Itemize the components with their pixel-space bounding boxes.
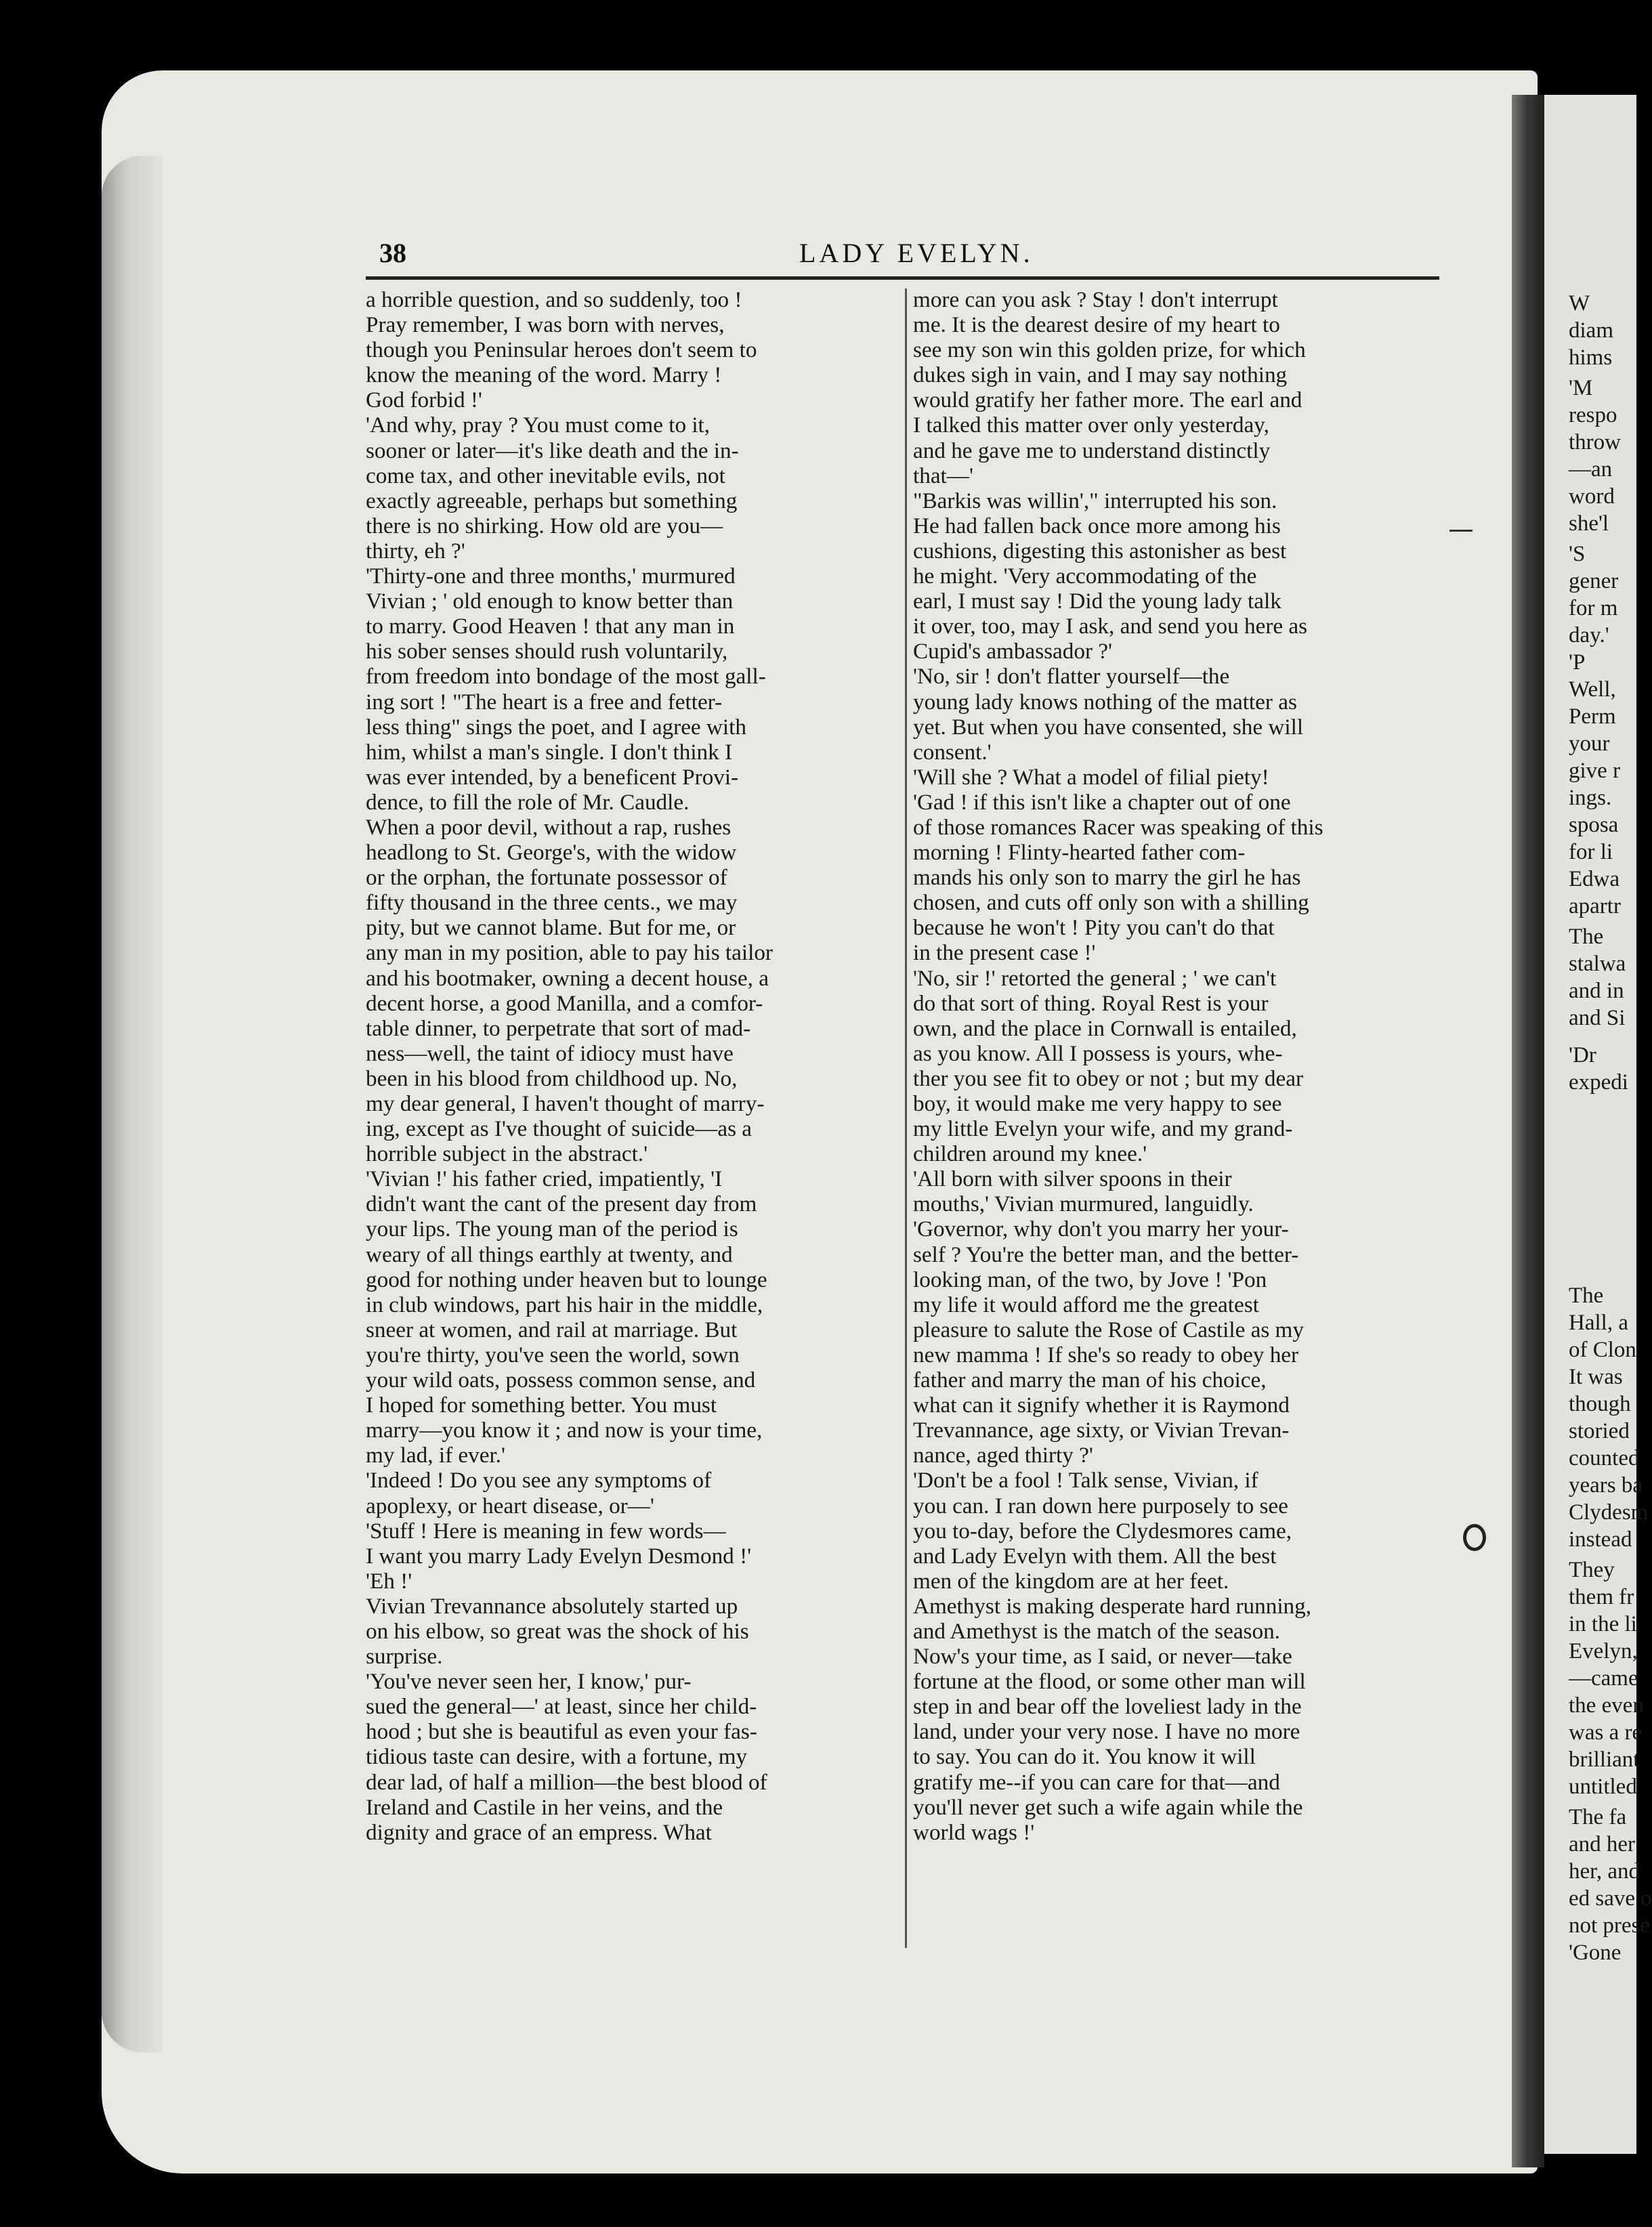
text-line: looking man, of the two, by Jove ! 'Pon [913, 1267, 1267, 1292]
text-line: tidious taste can desire, with a fortune, my [366, 1744, 748, 1770]
text-line: headlong to St. George's, with the widow [366, 840, 737, 866]
text-line: see my son win this golden prize, for which [913, 337, 1306, 363]
fragment-line: and Si [1569, 1006, 1626, 1030]
text-line: exactly agreeable, perhaps but something [366, 488, 738, 513]
text-line: my lad, if ever.' [366, 1443, 505, 1468]
text-line: I hoped for something better. You must [366, 1393, 717, 1418]
fragment-line: brilliant [1569, 1747, 1640, 1772]
fragment-line: for li [1569, 840, 1613, 864]
text-line: his sober senses should rush voluntarily, [366, 639, 728, 664]
text-line: I want you marry Lady Evelyn Desmond !' [366, 1543, 752, 1569]
text-line: sooner or later—it's like death and the in- [366, 438, 739, 463]
header-rule [366, 276, 1439, 280]
text-line: weary of all things earthly at twenty, and [366, 1242, 733, 1267]
text-line: your wild oats, possess common sense, and [366, 1367, 756, 1393]
text-line: When a poor devil, without a rap, rushes [366, 814, 732, 840]
book-gutter [1512, 95, 1544, 2167]
text-line: ther you see fit to obey or not ; but my dear [913, 1065, 1304, 1091]
text-line: surprise. [366, 1644, 443, 1670]
text-line: fortune at the flood, or some other man will [913, 1669, 1306, 1695]
fragment-line: The [1569, 1284, 1604, 1308]
fragment-line: years ba [1569, 1473, 1643, 1498]
facing-page-fragment [1544, 95, 1652, 2154]
page-number: 38 [379, 238, 406, 268]
fragment-line: They [1569, 1558, 1615, 1582]
fragment-line: 'S [1569, 542, 1586, 566]
text-line: or the orphan, the fortunate possessor of [366, 865, 727, 891]
text-line: pity, but we cannot blame. But for me, or [366, 915, 736, 941]
text-line: know the meaning of the word. Marry ! [366, 362, 722, 388]
text-line: more can you ask ? Stay ! don't interrupt [913, 287, 1278, 312]
text-line: Pray remember, I was born with nerves, [366, 312, 725, 338]
fragment-line: hims [1569, 345, 1613, 370]
fragment-line: and her [1569, 1832, 1636, 1857]
running-title: LADY EVELYN. [799, 238, 1034, 268]
text-line: me. It is the dearest desire of my heart to [913, 312, 1280, 338]
fragment-line: 'Dr [1569, 1043, 1596, 1067]
text-line: sneer at women, and rail at marriage. But [366, 1317, 738, 1342]
text-line: as you know. All I possess is yours, whe- [913, 1040, 1283, 1066]
text-line: dear lad, of half a million—the best blood of [366, 1769, 767, 1795]
fragment-line: Perm [1569, 704, 1616, 729]
text-line: what can it signify whether it is Raymond [913, 1393, 1290, 1418]
text-line: consent.' [913, 739, 992, 765]
fragment-line: sposa [1569, 813, 1619, 837]
text-line: and he gave me to understand distinctly [913, 438, 1271, 463]
text-line: boy, it would make me very happy to see [913, 1091, 1282, 1116]
fragment-line: Clydesm [1569, 1500, 1649, 1525]
fragment-line: instead [1569, 1527, 1632, 1552]
text-line: 'Don't be a fool ! Talk sense, Vivian, if [913, 1468, 1258, 1493]
fragment-line: 'P [1569, 650, 1586, 675]
fragment-line: The [1569, 925, 1604, 949]
text-line: mouths,' Vivian murmured, languidly. [913, 1191, 1254, 1217]
fragment-line: not prese [1569, 1913, 1651, 1938]
fragment-line: 'M [1569, 376, 1593, 400]
left-text-column [366, 287, 894, 1845]
text-line: yet. But when you have consented, she will [913, 714, 1304, 740]
fragment-line: W [1569, 291, 1590, 316]
margin-mark [1449, 530, 1473, 532]
text-line: your lips. The young man of the period is [366, 1216, 738, 1242]
text-line: hood ; but she is beautiful as even your fas- [366, 1719, 757, 1745]
text-line: good for nothing under heaven but to lounge [366, 1267, 767, 1292]
text-line: my little Evelyn your wife, and my grand- [913, 1116, 1293, 1142]
text-line: to marry. Good Heaven ! that any man in [366, 614, 735, 639]
text-line: 'Stuff ! Here is meaning in few words— [366, 1518, 726, 1544]
fragment-line: Evelyn, [1569, 1639, 1638, 1663]
text-line: dignity and grace of an empress. What [366, 1819, 712, 1845]
text-line: would gratify her father more. The earl and [913, 387, 1302, 413]
text-line: come tax, and other inevitable evils, not [366, 463, 725, 488]
text-line: of those romances Racer was speaking of this [913, 814, 1323, 840]
fragment-line: untitled [1569, 1775, 1637, 1799]
text-line: land, under your very nose. I have no more [913, 1719, 1300, 1745]
text-line: he might. 'Very accommodating of the [913, 564, 1257, 589]
fragment-line: day.' [1569, 623, 1609, 648]
text-line: 'No, sir ! don't flatter yourself—the [913, 664, 1230, 690]
fragment-line: respo [1569, 403, 1617, 427]
fragment-line: gener [1569, 569, 1619, 593]
fragment-line: them fr [1569, 1585, 1634, 1609]
text-line: 'Indeed ! Do you see any symptoms of [366, 1468, 712, 1493]
text-line: less thing" sings the poet, and I agree with [366, 714, 746, 740]
text-line: a horrible question, and so suddenly, too ! [366, 287, 742, 312]
fragment-line: was a re [1569, 1720, 1643, 1745]
text-line: cushions, digesting this astonisher as best [913, 538, 1287, 564]
text-line: 'All born with silver spoons in their [913, 1166, 1232, 1192]
text-line: I talked this matter over only yesterday, [913, 412, 1269, 438]
fragment-line: counted [1569, 1446, 1640, 1470]
text-line: 'No, sir !' retorted the general ; ' we can't [913, 965, 1277, 991]
text-line: Vivian ; ' old enough to know better than [366, 589, 734, 614]
text-line: Trevannance, age sixty, or Vivian Trevan- [913, 1418, 1290, 1443]
text-line: self ? You're the better man, and the better- [913, 1242, 1299, 1267]
text-line: him, whilst a man's single. I don't think I [366, 739, 733, 765]
text-line: Vivian Trevannance absolutely started up [366, 1593, 738, 1619]
page-edge [102, 156, 163, 2052]
text-line: my dear general, I haven't thought of marry- [366, 1091, 765, 1116]
text-line: though you Peninsular heroes don't seem to [366, 337, 757, 363]
text-line: in the present case !' [913, 940, 1096, 966]
text-line: Ireland and Castile in her veins, and the [366, 1794, 723, 1820]
text-line: morning ! Flinty-hearted father com- [913, 840, 1246, 866]
fragment-line: word [1569, 484, 1615, 509]
text-line: step in and bear off the loveliest lady in the [913, 1694, 1302, 1720]
text-line: table dinner, to perpetrate that sort of mad- [366, 1015, 751, 1041]
text-line: ing sort ! "The heart is a free and fetter- [366, 689, 723, 715]
fragment-line: in the li [1569, 1612, 1637, 1636]
fragment-line: she'l [1569, 511, 1609, 536]
text-line: do that sort of thing. Royal Rest is your [913, 990, 1269, 1016]
text-line: nance, aged thirty ?' [913, 1443, 1093, 1468]
text-line: Amethyst is making desperate hard running, [913, 1593, 1312, 1619]
fragment-line: —came [1569, 1666, 1638, 1691]
text-line: mands his only son to marry the girl he has [913, 865, 1301, 891]
text-line: sued the general—' at least, since her child- [366, 1694, 757, 1720]
text-line: 'Will she ? What a model of filial piety! [913, 764, 1269, 790]
text-line: was ever intended, by a beneficent Provi- [366, 764, 739, 790]
text-line: children around my knee.' [913, 1141, 1147, 1167]
text-line: apoplexy, or heart disease, or—' [366, 1493, 654, 1519]
text-line: chosen, and cuts off only son with a shilling [913, 890, 1309, 916]
text-line: marry—you know it ; and now is your time, [366, 1418, 763, 1443]
text-line: and Amethyst is the match of the season. [913, 1618, 1280, 1644]
text-line: you're thirty, you've seen the world, sown [366, 1342, 740, 1367]
text-line: and Lady Evelyn with them. All the best [913, 1543, 1277, 1569]
text-line: Now's your time, as I said, or never—take [913, 1644, 1292, 1670]
text-line: earl, I must say ! Did the young lady talk [913, 589, 1282, 614]
fragment-line: her, and [1569, 1859, 1640, 1884]
fragment-line: stalwa [1569, 952, 1626, 976]
text-line: from freedom into bondage of the most gall- [366, 664, 766, 690]
fragment-line: though [1569, 1392, 1631, 1416]
fragment-line: It was [1569, 1365, 1623, 1389]
fragment-line: Hall, a [1569, 1311, 1628, 1335]
fragment-line: apartr [1569, 894, 1621, 918]
fragment-line: ed save o [1569, 1886, 1652, 1911]
text-line: 'Eh !' [366, 1568, 412, 1594]
fragment-line: and in [1569, 979, 1624, 1003]
text-line: dukes sigh in vain, and I may say nothing [913, 362, 1288, 388]
text-line: "Barkis was willin'," interrupted his son. [913, 488, 1277, 513]
text-line: God forbid !' [366, 387, 482, 413]
text-line: young lady knows nothing of the matter as [913, 689, 1297, 715]
text-line: 'Thirty-one and three months,' murmured [366, 564, 736, 589]
text-line: you'll never get such a wife again while the [913, 1794, 1303, 1820]
text-line: any man in my position, able to pay his tailor [366, 940, 773, 966]
text-line: it over, too, may I ask, and send you here as [913, 614, 1308, 639]
text-line: 'Vivian !' his father cried, impatiently, 'I [366, 1166, 723, 1192]
fragment-line: Well, [1569, 677, 1616, 702]
text-line: own, and the place in Cornwall is entailed, [913, 1015, 1297, 1041]
text-line: 'Gad ! if this isn't like a chapter out of one [913, 789, 1291, 815]
text-line: there is no shirking. How old are you— [366, 513, 723, 538]
text-line: to say. You can do it. You know it will [913, 1744, 1256, 1770]
text-line: been in his blood from childhood up. No, [366, 1065, 738, 1091]
page-header [366, 232, 1443, 272]
fragment-line: —an [1569, 457, 1613, 482]
fragment-line: 'Gone [1569, 1940, 1622, 1965]
fragment-line: your [1569, 731, 1610, 756]
text-line: new mamma ! If she's so ready to obey her [913, 1342, 1299, 1367]
text-line: pleasure to salute the Rose of Castile as my [913, 1317, 1304, 1342]
text-line: that—' [913, 463, 973, 488]
text-line: world wags !' [913, 1819, 1035, 1845]
text-line: decent horse, a good Manilla, and a comfor- [366, 990, 763, 1016]
text-line: 'Governor, why don't you marry her your- [913, 1216, 1289, 1242]
text-line: 'And why, pray ? You must come to it, [366, 412, 711, 438]
right-text-column [913, 287, 1441, 1845]
fragment-line: throw [1569, 430, 1621, 454]
text-line: 'You've never seen her, I know,' pur- [366, 1669, 692, 1695]
text-line: because he won't ! Pity you can't do that [913, 915, 1275, 941]
fragment-line: expedi [1569, 1070, 1628, 1095]
text-line: you can. I ran down here purposely to see [913, 1493, 1288, 1519]
fragment-line: diam [1569, 318, 1613, 343]
text-line: father and marry the man of his choice, [913, 1367, 1267, 1393]
text-line: ing, except as I've thought of suicide—as a [366, 1116, 753, 1142]
text-line: fifty thousand in the three cents., we may [366, 890, 738, 916]
fragment-line: storied [1569, 1419, 1630, 1443]
fragment-line: Edwa [1569, 867, 1620, 891]
text-line: on his elbow, so great was the shock of his [366, 1618, 749, 1644]
fragment-line: give r [1569, 759, 1621, 783]
text-line: in club windows, part his hair in the middle, [366, 1292, 763, 1317]
fragment-line: ings. [1569, 786, 1612, 810]
margin-ink-mark [1463, 1524, 1486, 1551]
text-line: thirty, eh ?' [366, 538, 465, 564]
text-line: dence, to fill the role of Mr. Caudle. [366, 789, 690, 815]
text-line: ness—well, the taint of idiocy must have [366, 1040, 734, 1066]
column-divider [905, 289, 907, 1948]
text-line: horrible subject in the abstract.' [366, 1141, 648, 1167]
text-line: and his bootmaker, owning a decent house, a [366, 965, 769, 991]
fragment-line: for m [1569, 596, 1618, 620]
fragment-line: The fa [1569, 1805, 1627, 1829]
text-line: gratify me--if you can care for that—and [913, 1769, 1280, 1795]
text-line: didn't want the cant of the present day from [366, 1191, 757, 1217]
text-line: He had fallen back once more among his [913, 513, 1281, 538]
text-line: you to-day, before the Clydesmores came, [913, 1518, 1292, 1544]
text-line: my life it would afford me the greatest [913, 1292, 1259, 1317]
text-line: men of the kingdom are at her feet. [913, 1568, 1229, 1594]
fragment-line: of Clon [1569, 1338, 1636, 1362]
fragment-line: the even [1569, 1693, 1644, 1718]
text-line: Cupid's ambassador ?' [913, 639, 1113, 664]
